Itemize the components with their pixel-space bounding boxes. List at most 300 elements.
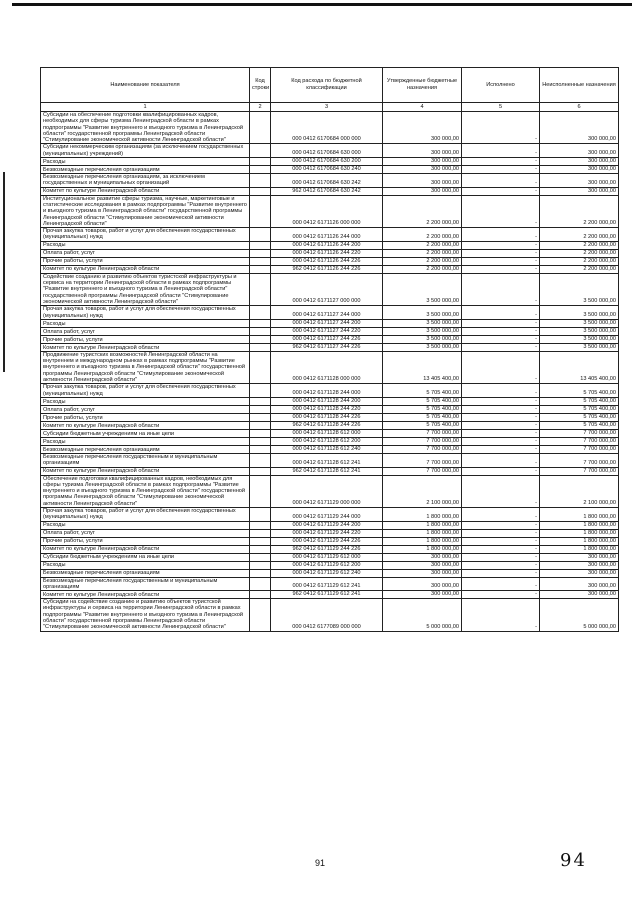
table-row [41,453,619,467]
table-row [41,569,619,577]
row-budget-code: 000 0412 6171127 000 000 [271,273,383,305]
row-code [250,405,271,413]
row-unexecuted: 1 800 000,00 [540,521,619,529]
table-row [41,158,619,166]
row-executed: - [462,144,540,158]
row-code [250,475,271,507]
row-unexecuted: 7 700 000,00 [540,453,619,467]
row-code [250,453,271,467]
row-name: Прочие работы, услуги [41,335,250,343]
row-code [250,599,271,631]
row-unexecuted: 1 800 000,00 [540,529,619,537]
row-code [250,158,271,166]
row-unexecuted: 3 500 000,00 [540,343,619,351]
row-executed: - [462,319,540,327]
row-name: Расходы [41,397,250,405]
row-executed: - [462,384,540,398]
row-unexecuted: 1 800 000,00 [540,507,619,521]
row-unexecuted: 7 700 000,00 [540,445,619,453]
row-approved: 3 500 000,00 [383,319,462,327]
row-name: Субсидии бюджетным учреждениям на иные цели [41,429,250,437]
row-executed: - [462,335,540,343]
row-unexecuted: 3 500 000,00 [540,327,619,335]
row-code [250,437,271,445]
table-row [41,475,619,507]
table-row [41,174,619,188]
row-unexecuted: 300 000,00 [540,577,619,591]
row-budget-code: 000 0412 6171126 244 226 [271,257,383,265]
row-budget-code: 000 0412 6170684 630 000 [271,144,383,158]
row-code [250,569,271,577]
table-row [41,112,619,144]
row-unexecuted: 2 200 000,00 [540,265,619,273]
row-executed: - [462,112,540,144]
row-executed: - [462,467,540,475]
table-row [41,521,619,529]
row-unexecuted: 2 200 000,00 [540,228,619,242]
row-executed: - [462,257,540,265]
row-approved: 2 200 000,00 [383,249,462,257]
row-unexecuted: 3 500 000,00 [540,319,619,327]
row-executed: - [462,187,540,195]
row-name: Комитет по культуре Ленинградской области [41,265,250,273]
table-row [41,265,619,273]
row-budget-code: 000 0412 6171128 244 200 [271,397,383,405]
row-code [250,429,271,437]
row-executed: - [462,397,540,405]
row-budget-code: 000 0412 6171129 612 000 [271,553,383,561]
row-executed: - [462,241,540,249]
row-name: Комитет по культуре Ленинградской области [41,591,250,599]
row-unexecuted: 5 705 400,00 [540,413,619,421]
row-approved: 300 000,00 [383,144,462,158]
table-row [41,405,619,413]
row-code [250,397,271,405]
row-budget-code: 000 0412 6171129 244 200 [271,521,383,529]
row-budget-code: 000 0412 6171129 244 000 [271,507,383,521]
table-row [41,529,619,537]
row-unexecuted: 5 705 400,00 [540,405,619,413]
row-code [250,577,271,591]
row-code [250,241,271,249]
column-number: 2 [250,103,271,112]
row-executed: - [462,591,540,599]
row-code [250,343,271,351]
row-code [250,521,271,529]
row-name: Расходы [41,521,250,529]
row-executed: - [462,351,540,383]
row-approved: 1 800 000,00 [383,507,462,521]
row-budget-code: 000 0412 6171128 612 000 [271,429,383,437]
row-executed: - [462,437,540,445]
row-executed: - [462,327,540,335]
row-name: Безвозмездные перечисления организациям [41,166,250,174]
table-row [41,445,619,453]
row-executed: - [462,195,540,227]
row-approved: 2 200 000,00 [383,265,462,273]
row-executed: - [462,174,540,188]
table-row [41,561,619,569]
row-budget-code: 000 0412 6170684 630 240 [271,166,383,174]
row-budget-code: 000 0412 6171128 244 226 [271,413,383,421]
row-budget-code: 000 0412 6171129 244 220 [271,529,383,537]
row-approved: 300 000,00 [383,577,462,591]
row-name: Безвозмездные перечисления государственным и муниципальным организациям [41,577,250,591]
table-row [41,319,619,327]
row-executed: - [462,158,540,166]
row-unexecuted: 13 405 400,00 [540,351,619,383]
row-approved: 5 000 000,00 [383,599,462,631]
scan-margin-mark [3,172,5,372]
row-code [250,228,271,242]
row-unexecuted: 2 200 000,00 [540,241,619,249]
table-row [41,591,619,599]
row-approved: 2 200 000,00 [383,241,462,249]
table-row [41,429,619,437]
row-unexecuted: 2 200 000,00 [540,195,619,227]
row-approved: 300 000,00 [383,187,462,195]
row-budget-code: 962 0412 6171128 244 226 [271,421,383,429]
row-unexecuted: 300 000,00 [540,561,619,569]
row-budget-code: 000 0412 6171129 612 240 [271,569,383,577]
row-approved: 7 700 000,00 [383,467,462,475]
row-code [250,144,271,158]
row-executed: - [462,429,540,437]
row-executed: - [462,577,540,591]
row-code [250,445,271,453]
table-row [41,599,619,631]
row-code [250,195,271,227]
row-budget-code: 000 0412 6171126 000 000 [271,195,383,227]
row-name: Расходы [41,561,250,569]
row-name: Оплата работ, услуг [41,529,250,537]
row-code [250,545,271,553]
row-budget-code: 000 0412 6171126 244 000 [271,228,383,242]
header-budget-code: Код расхода по бюджетной классификации [271,68,383,103]
row-executed: - [462,529,540,537]
column-number: 6 [540,103,619,112]
row-name: Прочая закупка товаров, работ и услуг для обеспечения государственных (муниципальных) нужд [41,384,250,398]
header-row [41,68,619,103]
row-approved: 300 000,00 [383,569,462,577]
row-name: Расходы [41,158,250,166]
row-code [250,166,271,174]
row-name: Комитет по культуре Ленинградской области [41,467,250,475]
row-name: Прочие работы, услуги [41,537,250,545]
row-unexecuted: 1 800 000,00 [540,537,619,545]
column-number: 5 [462,103,540,112]
row-name: Расходы [41,437,250,445]
row-executed: - [462,545,540,553]
row-code [250,529,271,537]
table-row [41,351,619,383]
row-code [250,413,271,421]
row-budget-code: 962 0412 6171129 612 241 [271,591,383,599]
header-approved: Утвержденные бюджетные назначения [383,68,462,103]
row-approved: 3 500 000,00 [383,306,462,320]
row-approved: 5 705 400,00 [383,397,462,405]
row-unexecuted: 3 500 000,00 [540,335,619,343]
table-row [41,577,619,591]
row-approved: 3 500 000,00 [383,327,462,335]
column-number-row [41,103,619,112]
row-name: Обеспечение подготовки квалифицированных кадров, необходимых для сферы туризма Ленинградской области в рамках подпрограммы "Развитие внутреннего и въездного туризма в Ленинградской области" государственной программы Ленинградской области "Стимулирование экономической активности Ленинградской области" [41,475,250,507]
table-row [41,273,619,305]
row-budget-code: 000 0412 6171128 244 220 [271,405,383,413]
row-budget-code: 962 0412 6171129 244 226 [271,545,383,553]
table-row [41,327,619,335]
row-budget-code: 000 0412 6171128 612 200 [271,437,383,445]
row-approved: 300 000,00 [383,158,462,166]
row-code [250,187,271,195]
table-row [41,507,619,521]
row-budget-code: 962 0412 6171126 244 226 [271,265,383,273]
row-name: Комитет по культуре Ленинградской области [41,545,250,553]
row-approved: 3 500 000,00 [383,335,462,343]
row-code [250,273,271,305]
row-code [250,306,271,320]
row-budget-code: 000 0412 6170684 000 000 [271,112,383,144]
budget-execution-table [40,67,619,632]
table-body [41,112,619,632]
table-row [41,397,619,405]
header-name: Наименование показателя [41,68,250,103]
row-executed: - [462,306,540,320]
row-executed: - [462,405,540,413]
row-executed: - [462,273,540,305]
column-number: 1 [41,103,250,112]
header-unexecuted: Неисполненные назначения [540,68,619,103]
row-unexecuted: 2 100 000,00 [540,475,619,507]
row-approved: 5 705 400,00 [383,384,462,398]
row-name: Комитет по культуре Ленинградской области [41,421,250,429]
row-executed: - [462,537,540,545]
table-row [41,241,619,249]
row-unexecuted: 300 000,00 [540,144,619,158]
row-budget-code: 000 0412 6171128 612 240 [271,445,383,453]
row-budget-code: 000 0412 6171129 612 200 [271,561,383,569]
row-code [250,553,271,561]
row-approved: 2 200 000,00 [383,257,462,265]
row-budget-code: 000 0412 6170684 630 242 [271,174,383,188]
table-row [41,384,619,398]
row-name: Оплата работ, услуг [41,249,250,257]
row-code [250,507,271,521]
row-unexecuted: 300 000,00 [540,553,619,561]
row-unexecuted: 5 705 400,00 [540,384,619,398]
row-name: Прочие работы, услуги [41,257,250,265]
table-row [41,228,619,242]
row-budget-code: 000 0412 6171128 612 241 [271,453,383,467]
row-code [250,174,271,188]
row-unexecuted: 5 000 000,00 [540,599,619,631]
row-budget-code: 000 0412 6171129 612 241 [271,577,383,591]
row-name: Субсидии бюджетным учреждениям на иные цели [41,553,250,561]
row-executed: - [462,599,540,631]
row-name: Расходы [41,241,250,249]
row-unexecuted: 5 705 400,00 [540,397,619,405]
row-name: Расходы [41,319,250,327]
table-row [41,187,619,195]
row-unexecuted: 300 000,00 [540,112,619,144]
row-unexecuted: 7 700 000,00 [540,437,619,445]
row-name: Прочая закупка товаров, работ и услуг для обеспечения государственных (муниципальных) нужд [41,306,250,320]
table-header [41,68,619,112]
row-unexecuted: 300 000,00 [540,569,619,577]
row-executed: - [462,521,540,529]
row-unexecuted: 1 800 000,00 [540,545,619,553]
row-budget-code: 000 0412 6170684 630 200 [271,158,383,166]
row-name: Безвозмездные перечисления организациям [41,569,250,577]
row-budget-code: 000 0412 6171126 244 220 [271,249,383,257]
row-executed: - [462,228,540,242]
row-budget-code: 000 0412 6177089 000 000 [271,599,383,631]
row-executed: - [462,561,540,569]
row-name: Прочая закупка товаров, работ и услуг для обеспечения государственных (муниципальных) нужд [41,507,250,521]
table-row [41,343,619,351]
row-unexecuted: 3 500 000,00 [540,306,619,320]
column-number: 4 [383,103,462,112]
row-approved: 300 000,00 [383,112,462,144]
row-budget-code: 962 0412 6171128 612 241 [271,467,383,475]
row-unexecuted: 300 000,00 [540,187,619,195]
row-executed: - [462,249,540,257]
row-name: Прочие работы, услуги [41,413,250,421]
row-code [250,319,271,327]
row-executed: - [462,553,540,561]
row-name: Комитет по культуре Ленинградской области [41,187,250,195]
row-name: Институциональное развитие сферы туризма, научные, маркетинговые и статистические исследования в рамках подпрограммы "Развитие внутреннего и въездного туризма в Ленинградской области" государственной программы Ленинградской области "Стимулирование экономической активности Ленинградской области" [41,195,250,227]
row-approved: 300 000,00 [383,166,462,174]
row-executed: - [462,166,540,174]
table-row [41,413,619,421]
row-approved: 3 500 000,00 [383,273,462,305]
row-name: Безвозмездные перечисления организациям [41,445,250,453]
row-code [250,265,271,273]
row-approved: 7 700 000,00 [383,453,462,467]
row-unexecuted: 300 000,00 [540,166,619,174]
column-number: 3 [271,103,383,112]
row-executed: - [462,421,540,429]
row-approved: 7 700 000,00 [383,429,462,437]
row-executed: - [462,507,540,521]
row-unexecuted: 7 700 000,00 [540,429,619,437]
table-row [41,437,619,445]
row-executed: - [462,343,540,351]
row-code [250,537,271,545]
row-approved: 1 800 000,00 [383,545,462,553]
row-budget-code: 000 0412 6171128 244 000 [271,384,383,398]
row-budget-code: 000 0412 6171126 244 200 [271,241,383,249]
row-approved: 300 000,00 [383,561,462,569]
row-budget-code: 962 0412 6170684 630 242 [271,187,383,195]
row-name: Содействие созданию и развитию объектов туристской инфраструктуры и сервиса на территории Ленинградской области в рамках подпрограммы "Развитие внутреннего и въездного туризма в Ленинградской области" государственной программы Ленинградской области "Стимулирование экономической активности Ленинградской области" [41,273,250,305]
page-top-border [12,3,632,6]
row-unexecuted: 300 000,00 [540,591,619,599]
row-approved: 5 705 400,00 [383,405,462,413]
table-row [41,195,619,227]
table-row [41,467,619,475]
table-row [41,537,619,545]
row-name: Субсидии некоммерческим организациям (за исключением государственных (муниципальных) учреждений) [41,144,250,158]
header-row-code: Код строки [250,68,271,103]
page-number: 91 [314,858,325,868]
row-budget-code: 962 0412 6171127 244 226 [271,343,383,351]
row-budget-code: 000 0412 6171127 244 000 [271,306,383,320]
row-budget-code: 000 0412 6171129 000 000 [271,475,383,507]
table-row [41,257,619,265]
row-code [250,249,271,257]
row-code [250,351,271,383]
table-row [41,545,619,553]
row-approved: 5 705 400,00 [383,413,462,421]
row-unexecuted: 300 000,00 [540,158,619,166]
row-code [250,591,271,599]
row-code [250,335,271,343]
row-unexecuted: 2 200 000,00 [540,249,619,257]
row-executed: - [462,569,540,577]
row-approved: 2 200 000,00 [383,195,462,227]
row-name: Оплата работ, услуг [41,405,250,413]
row-name: Безвозмездные перечисления организациям, за исключением государственных и муниципальных организаций [41,174,250,188]
table-row [41,144,619,158]
row-code [250,257,271,265]
row-executed: - [462,413,540,421]
row-unexecuted: 5 705 400,00 [540,421,619,429]
row-approved: 1 800 000,00 [383,537,462,545]
row-name: Безвозмездные перечисления государственным и муниципальным организациям [41,453,250,467]
table-row [41,306,619,320]
row-budget-code: 000 0412 6171129 244 226 [271,537,383,545]
row-executed: - [462,445,540,453]
row-budget-code: 000 0412 6171128 000 000 [271,351,383,383]
row-budget-code: 000 0412 6171127 244 226 [271,335,383,343]
row-unexecuted: 300 000,00 [540,174,619,188]
row-code [250,384,271,398]
row-name: Субсидии на обеспечение подготовки квалифицированных кадров, необходимых для сферы туризма Ленинградской области в рамках подпрограммы "Развитие внутреннего и въездного туризма в Ленинградской области" государственной программы Ленинградской области "Стимулирование экономической активности Ленинградской области" [41,112,250,144]
row-approved: 5 705 400,00 [383,421,462,429]
row-code [250,561,271,569]
row-approved: 13 405 400,00 [383,351,462,383]
row-name: Субсидии на содействие созданию и развитию объектов туристской инфраструктуры и сервиса на территории Ленинградской области в рамках подпрограммы "Развитие внутреннего и въездного туризма в Ленинградской области" государственной программы Ленинградской области "Стимулирование экономической активности Ленинградской области" [41,599,250,631]
row-executed: - [462,265,540,273]
row-approved: 300 000,00 [383,553,462,561]
table-row [41,553,619,561]
row-approved: 7 700 000,00 [383,445,462,453]
header-executed: Исполнено [462,68,540,103]
handwritten-page-stamp: 94 [560,850,587,871]
table-row [41,421,619,429]
row-approved: 300 000,00 [383,174,462,188]
table-row [41,166,619,174]
row-unexecuted: 3 500 000,00 [540,273,619,305]
table-row [41,249,619,257]
row-approved: 1 800 000,00 [383,521,462,529]
row-unexecuted: 2 200 000,00 [540,257,619,265]
row-executed: - [462,453,540,467]
row-approved: 2 200 000,00 [383,228,462,242]
row-approved: 1 800 000,00 [383,529,462,537]
row-name: Продвижение туристских возможностей Ленинградской области на внутреннем и международном рынках в рамках подпрограммы "Развитие внутреннего и въездного туризма в Ленинградской области" государственной программы Ленинградской области "Стимулирование экономической активности Ленинградской области" [41,351,250,383]
row-budget-code: 000 0412 6171127 244 200 [271,319,383,327]
row-approved: 300 000,00 [383,591,462,599]
table-row [41,335,619,343]
row-code [250,421,271,429]
row-approved: 7 700 000,00 [383,437,462,445]
row-unexecuted: 7 700 000,00 [540,467,619,475]
row-name: Прочая закупка товаров, работ и услуг для обеспечения государственных (муниципальных) нужд [41,228,250,242]
row-code [250,327,271,335]
